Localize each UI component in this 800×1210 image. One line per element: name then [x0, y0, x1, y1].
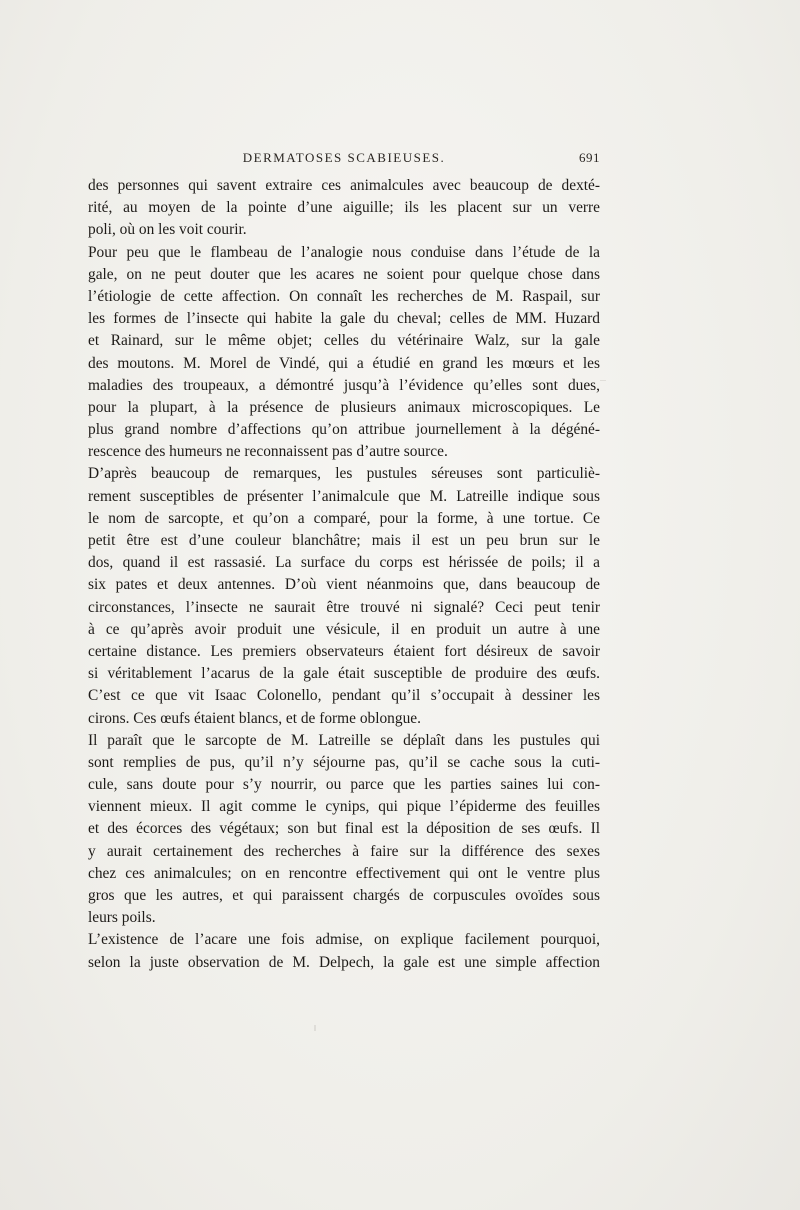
text-line: certaine distance. Les premiers observateurs étaient fort désireux de savoir [88, 642, 600, 660]
text-line: L’existence de l’acare une fois admise, on explique facilement pourquoi, [88, 931, 600, 949]
page-number: 691 [579, 150, 600, 165]
text-line: Il paraît que le sarcopte de M. Latreille se déplaît dans les pustules qui [88, 731, 600, 749]
text-line: si véritablement l’acarus de la gale était susceptible de produire des œufs. [88, 665, 600, 683]
paper-mark [600, 380, 606, 381]
text-line: C’est ce que vit Isaac Colonello, pendant qu’il s’occupait à dessiner les [88, 687, 600, 705]
text-line: cule, sans doute pour s’y nourrir, ou parce que les parties saines lui con- [88, 776, 600, 794]
text-line: et des écorces des végétaux; son but final est la déposition de ses œufs. Il [88, 820, 600, 838]
running-head [88, 150, 600, 170]
paper-mark [314, 1025, 316, 1031]
text-line: viennent mieux. Il agit comme le cynips, qui pique l’épiderme des feuilles [88, 798, 600, 816]
text-line: gros que les autres, et qui paraissent chargés de corpuscules ovoïdes sous [88, 887, 600, 904]
text-line: pour la plupart, à la présence de plusieurs animaux microscopiques. Le [88, 398, 600, 416]
text-line: gale, on ne peut douter que les acares ne soient pour quelque chose dans [88, 265, 600, 283]
text-line: six pates et deux antennes. D’où vient néanmoins que, dans beaucoup de [88, 576, 600, 594]
text-line: rescence des humeurs ne reconnaissent pas d’autre source. [88, 443, 448, 461]
text-line: chez ces animalcules; on en rencontre effectivement qui ont le ventre plus [88, 864, 600, 882]
text-line: à ce qu’après avoir produit une vésicule, il en produit un autre à une [88, 620, 600, 638]
text-line: y aurait certainement des recherches à faire sur la différence des sexes [88, 842, 600, 860]
text-line: D’après beaucoup de remarques, les pustules séreuses sont particuliè- [88, 465, 600, 483]
text-line: maladies des troupeaux, a démontré jusqu’à l’évidence qu’elles sont dues, [88, 376, 600, 394]
text-line: Pour peu que le flambeau de l’analogie nous conduise dans l’étude de la [88, 243, 600, 261]
text-line: cirons. Ces œufs étaient blancs, et de forme oblongue. [88, 709, 421, 727]
text-line: des moutons. M. Morel de Vindé, qui a étudié en grand les mœurs et les [88, 354, 600, 372]
body-text [88, 175, 600, 974]
text-line: les formes de l’insecte qui habite la gale du cheval; celles de MM. Huzard [88, 310, 600, 328]
text-line: selon la juste observation de M. Delpech, la gale est une simple affection [88, 953, 600, 971]
text-line: plus grand nombre d’affections qu’on attribue journellement à la dégéné- [88, 421, 600, 439]
text-line: rement susceptibles de présenter l’animalcule que M. Latreille indique sous [88, 487, 600, 505]
text-line: des personnes qui savent extraire ces animalcules avec beaucoup de dexté- [88, 177, 600, 194]
text-line: l’étiologie de cette affection. On connaît les recherches de M. Raspail, sur [88, 287, 600, 305]
text-line: petit être est d’une couleur blanchâtre; mais il est un peu brun sur le [88, 532, 600, 549]
text-line: le nom de sarcopte, et qu’on a comparé, pour la forme, à une tortue. Ce [88, 509, 600, 527]
text-line: circonstances, l’insecte ne saurait être trouvé ni signalé? Ceci peut tenir [88, 598, 600, 616]
text-line: et Rainard, sur le même objet; celles du vétérinaire Walz, sur la gale [88, 332, 600, 350]
text-line: rité, au moyen de la pointe d’une aiguille; ils les placent sur un verre [88, 199, 600, 217]
text-line: leurs poils. [88, 909, 156, 927]
text-line: poli, où on les voit courir. [88, 221, 247, 239]
running-title: DERMATOSES SCABIEUSES. [242, 150, 446, 165]
text-line: dos, quand il est rassasié. La surface du corps est hérissée de poils; il a [88, 554, 600, 572]
text-line: sont remplies de pus, qu’il n’y séjourne pas, qu’il se cache sous la cuti- [88, 753, 600, 771]
